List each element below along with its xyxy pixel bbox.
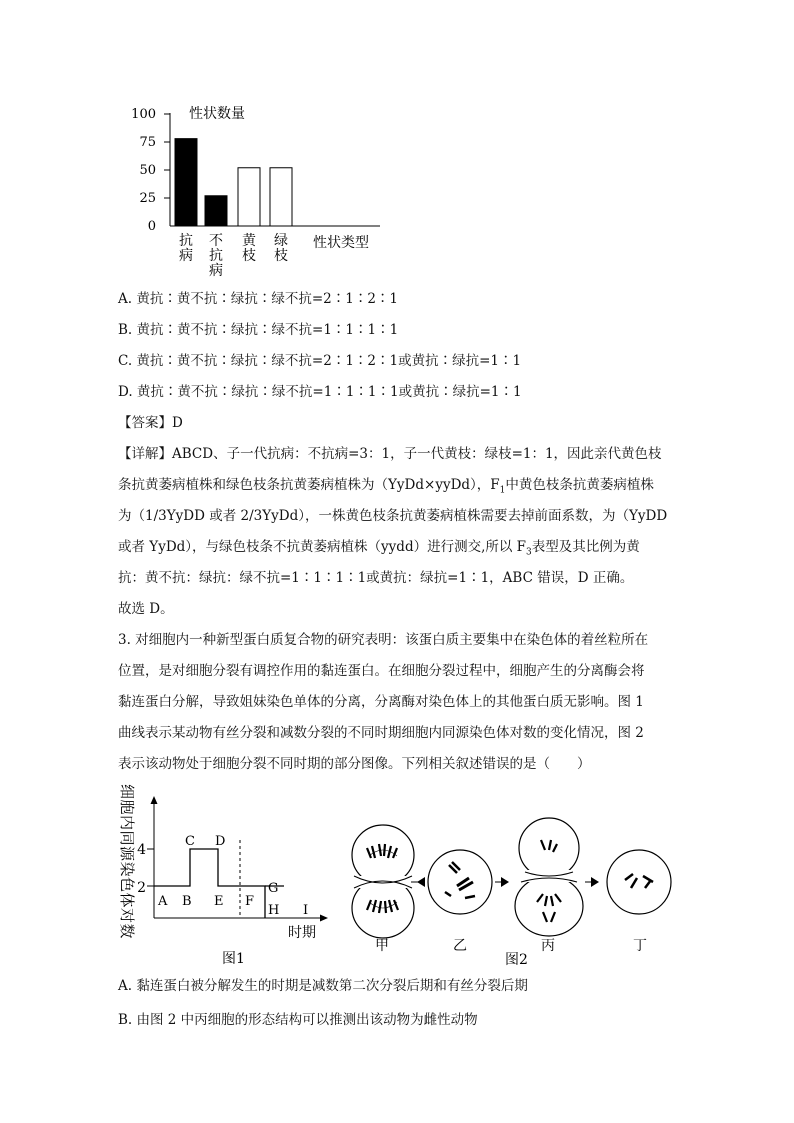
stage-label-a: A [158, 894, 168, 909]
bar-1 [175, 139, 197, 226]
cell-label-ding: 丁 [633, 938, 647, 954]
q2-option-a: A. 黄抗∶黄不抗∶绿抗∶绿不抗=2∶1∶2∶1 [118, 291, 398, 307]
y-tick-label: 25 [139, 191, 156, 206]
explanation-text: 表型及其比例为黄 [531, 539, 640, 555]
x-axis-title: 性状类型 [313, 235, 369, 251]
category-label: 抗 [179, 233, 193, 249]
q3-option-a: A. 黏连蛋白被分解发生的时期是减数第二次分裂后期和有丝分裂后期 [118, 978, 528, 994]
bar-3 [238, 168, 260, 226]
explanation-line-3: 为（1/3YyDD 或者 2/3YyDd），一株黄色枝条抗黄萎病植株需要去掉前面系数，为（YyDD [118, 508, 668, 524]
q2-option-c: C. 黄抗∶黄不抗∶绿抗∶绿不抗=2∶1∶2∶1或黄抗∶绿抗=1∶1 [118, 353, 522, 369]
arrow-icon [501, 877, 509, 887]
figure-1-y-tick: 4 [137, 842, 146, 858]
category-label: 病 [179, 248, 193, 264]
y-tick-label: 75 [139, 135, 156, 150]
category-label: 病 [209, 263, 223, 279]
figure-1-svg [112, 780, 342, 975]
cell-ding [607, 850, 671, 914]
figure-1-x-axis-title: 时期 [288, 925, 316, 941]
answer-line: 【答案】D [118, 415, 183, 431]
figure-2-caption: 图2 [505, 952, 528, 968]
category-label: 绿 [274, 233, 288, 249]
y-tick-label: 50 [139, 163, 156, 178]
explanation-text: 条抗黄萎病植株和绿色枝条抗黄萎病植株为（YyDd×yyDd），F [118, 477, 500, 493]
stage-label-g: G [268, 881, 279, 896]
y-axis-title: 性状数量 [189, 106, 245, 122]
explanation-line-2 [118, 475, 654, 501]
figure-1-caption: 图1 [222, 951, 245, 967]
cell-label-bing: 丙 [541, 938, 555, 954]
explanation-line-5: 抗：黄不抗：绿抗：绿不抗=1∶1∶1∶1或黄抗：绿抗=1∶1，ABC 错误，D 正确。 [118, 570, 634, 586]
q3-stem-line-3: 黏连蛋白分解，导致姐妹染色单体的分离，分离酶对染色体上的其他蛋白质无影响。图 1 [118, 694, 644, 710]
stage-label-f: F [245, 894, 255, 909]
cell-jia [352, 825, 414, 938]
q3-option-b: B. 由图 2 中丙细胞的形态结构可以推测出该动物为雌性动物 [118, 1012, 478, 1028]
figure-1-y-tick: 2 [137, 880, 146, 896]
y-axis-arrow-icon [151, 796, 158, 804]
explanation-text: 中黄色枝条抗黄萎病植株 [505, 477, 654, 493]
trait-count-bar-chart [110, 95, 400, 289]
q2-option-d: D. 黄抗∶黄不抗∶绿抗∶绿不抗=1∶1∶1∶1或黄抗∶绿抗=1∶1 [118, 384, 522, 400]
category-label: 枝 [274, 248, 288, 264]
stage-label-c: C [185, 834, 195, 849]
q3-stem-line-5: 表示该动物处于细胞分裂不同时期的部分图像。下列相关叙述错误的是（ ） [118, 756, 591, 772]
figure-1-y-axis-title: 细胞内同源染色体对数 [118, 784, 136, 940]
q3-stem-line-4: 曲线表示某动物有丝分裂和减数分裂的不同时期细胞内同源染色体对数的变化情况，图 2 [118, 725, 644, 741]
q3-stem-line-2: 位置，是对细胞分裂有调控作用的黏连蛋白。在细胞分裂过程中，细胞产生的分离酶会将 [118, 663, 645, 679]
explanation-text: 或者 YyDd），与绿色枝条不抗黄萎病植株（yydd）进行测交,所以 F [118, 539, 527, 555]
figure-1-step-graph [112, 780, 342, 979]
subscript: 1 [499, 485, 506, 496]
stage-label-i: I [303, 903, 309, 918]
category-label: 不 [209, 233, 223, 249]
figure-2-svg [345, 810, 685, 970]
stage-label-e: E [214, 894, 224, 909]
bar-2 [205, 196, 227, 226]
figure-2-cell-images [345, 810, 685, 974]
cell-label-yi: 乙 [453, 938, 467, 954]
bar-group [175, 139, 292, 279]
x-axis-arrow-icon [320, 915, 328, 922]
stage-label-d: D [215, 834, 226, 849]
category-label: 枝 [242, 248, 256, 264]
cell-label-jia: 甲 [375, 938, 389, 954]
explanation-line-6: 故选 D。 [118, 601, 174, 617]
category-label: 黄 [242, 233, 256, 249]
q2-option-b: B. 黄抗∶黄不抗∶绿抗∶绿不抗=1∶1∶1∶1 [118, 322, 399, 338]
stage-label-h: H [268, 903, 280, 918]
subscript: 3 [526, 547, 532, 558]
bar-4 [270, 168, 292, 226]
y-tick-label: 100 [131, 107, 156, 122]
y-tick-label: 0 [147, 219, 156, 234]
bar-chart-svg [110, 95, 400, 285]
cell-bing [515, 818, 583, 936]
q3-stem-line-1: 3. 对细胞内一种新型蛋白质复合物的研究表明：该蛋白质主要集中在染色体的着丝粒所在 [118, 632, 649, 648]
explanation-line-4 [118, 537, 640, 563]
arrow-icon [591, 877, 599, 887]
category-label: 抗 [209, 248, 223, 264]
explanation-line-1: 【详解】ABCD、子一代抗病：不抗病=3：1，子一代黄枝：绿枝=1：1，因此亲代黄色枝 [118, 446, 662, 462]
stage-label-b: B [182, 894, 192, 909]
cell-yi [428, 850, 492, 914]
